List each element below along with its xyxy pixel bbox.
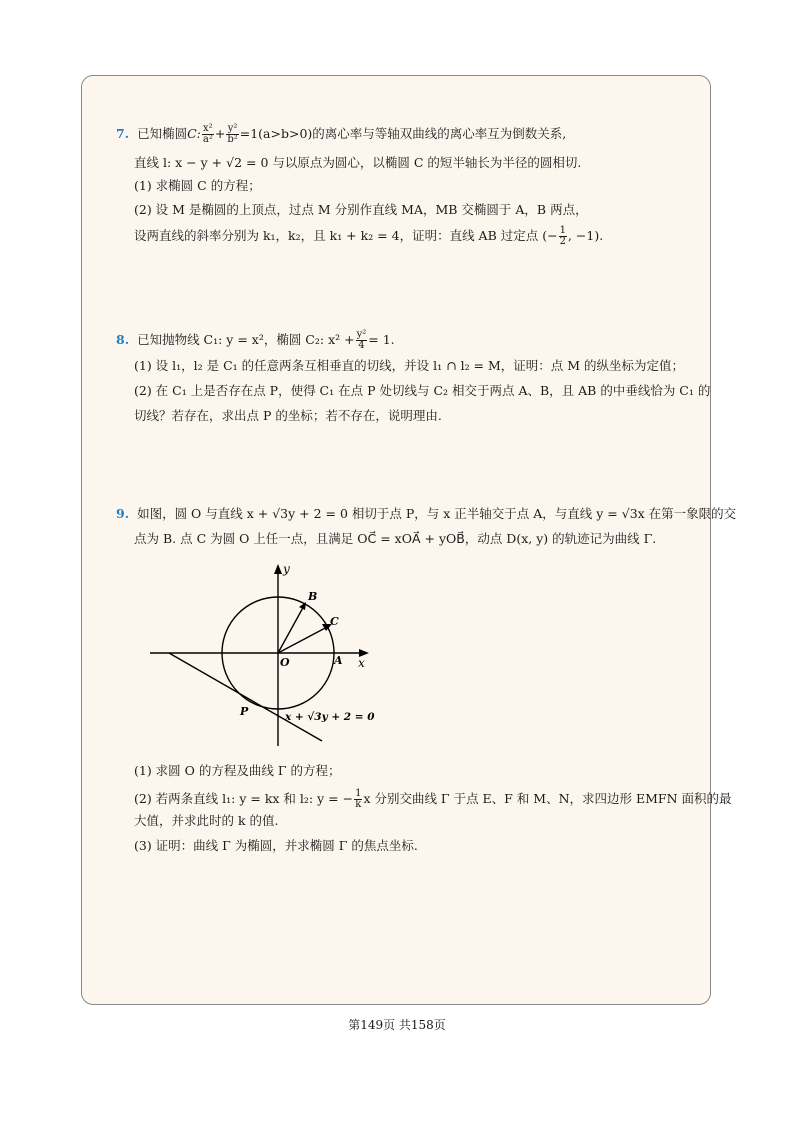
tangent-line [169,653,322,741]
p9-part3: (3) 证明：曲线 Γ 为椭圆，并求椭圆 Γ 的焦点坐标. [134,838,418,853]
p9-line2: 点为 B. 点 C 为圆 O 上任一点，且满足 OC⃗ = xOA⃗ + yOB⃗，动点 D(x, y) 的轨迹记为曲线 Γ. [134,531,657,546]
p9-part2: (2) 若两条直线 l₁: y = kx 和 l₂: y = − $\frac{1}{k}$ x 分别交曲线 Γ 于点 E、F 和 M、N，求四边形 EMFN 面积的最 [134,788,732,810]
p7-fixed-frac: $\frac{1}{2}$ [559,225,566,247]
p9-line1: 9. 如图，圆 O 与直线 x + √3y + 2 = 0 相切于点 P，与 x 正半轴交于点 A，与直线 y = √3x 在第一象限的交 [116,506,737,521]
p9-figure [145,560,385,760]
p7-part2a: (2) 设 M 是椭圆的上顶点，过点 M 分别作直线 MA，MB 交椭圆于 A，B 两点， [134,202,588,217]
p7-frac-y: $\frac{\text{y²}}{\text{b²}}$ [227,123,238,145]
label-b: B [308,590,318,603]
p8-part2b: 切线？若存在，求出点 P 的坐标；若不存在，说明理由. [134,408,442,423]
label-y: y [283,562,290,576]
p7-frac-x: $\frac{\text{x²}}{\text{a²}}$ [202,123,213,145]
p8-number: 8. [116,332,130,347]
tangent-line-label: x + √3y + 2 = 0 [285,711,375,723]
label-x: x [358,656,365,670]
p7-line1: 7. 已知椭圆C: $\frac{\text{x²}}{\text{a²}}$ + $\frac{\text{y²}}{\text{b²}}$ =1(a>b>0)的离心率与等轴双曲线的离心率互为倒数关系, [116,123,567,145]
p7-line2: 直线 l: x − y + √2 = 0 与以原点为圆心，以椭圆 C 的短半轴长为半径的圆相切. [134,155,582,170]
p8-line1: 8. 已知抛物线 C₁: y = x²，椭圆 C₂: x² + $\frac{\text{y²}}{4}$ = 1. [116,329,395,351]
p9-number: 9. [116,506,130,521]
label-c: C [330,615,339,628]
p7-part1: (1) 求椭圆 C 的方程； [134,178,261,193]
label-p: P [240,705,249,718]
label-o: O [280,656,290,669]
label-a: A [334,654,343,667]
p7-number: 7. [116,126,130,141]
p8-part2a: (2) 在 C₁ 上是否存在点 P，使得 C₁ 在点 P 处切线与 C₂ 相交于两点 A、B，且 AB 的中垂线恰为 C₁ 的 [134,383,711,398]
p9-part1: (1) 求圆 O 的方程及曲线 Γ 的方程； [134,763,341,778]
p8-frac: $\frac{\text{y²}}{4}$ [356,329,367,351]
p7-part2b: 设两直线的斜率分别为 k₁，k₂，且 k₁ + k₂ = 4，证明：直线 AB 过定点 (− $\frac{1}{2}$ , −1). [134,225,604,247]
p9-part2b: 大值，并求此时的 k 的值. [134,813,279,828]
p9-frac: $\frac{1}{k}$ [355,788,362,810]
y-axis-arrow [274,564,282,574]
page-footer: 第149页 共158页 [348,1018,446,1032]
p8-part1: (1) 设 l₁，l₂ 是 C₁ 的任意两条互相垂直的切线，并设 l₁ ∩ l₂ = M，证明：点 M 的纵坐标为定值； [134,358,685,373]
